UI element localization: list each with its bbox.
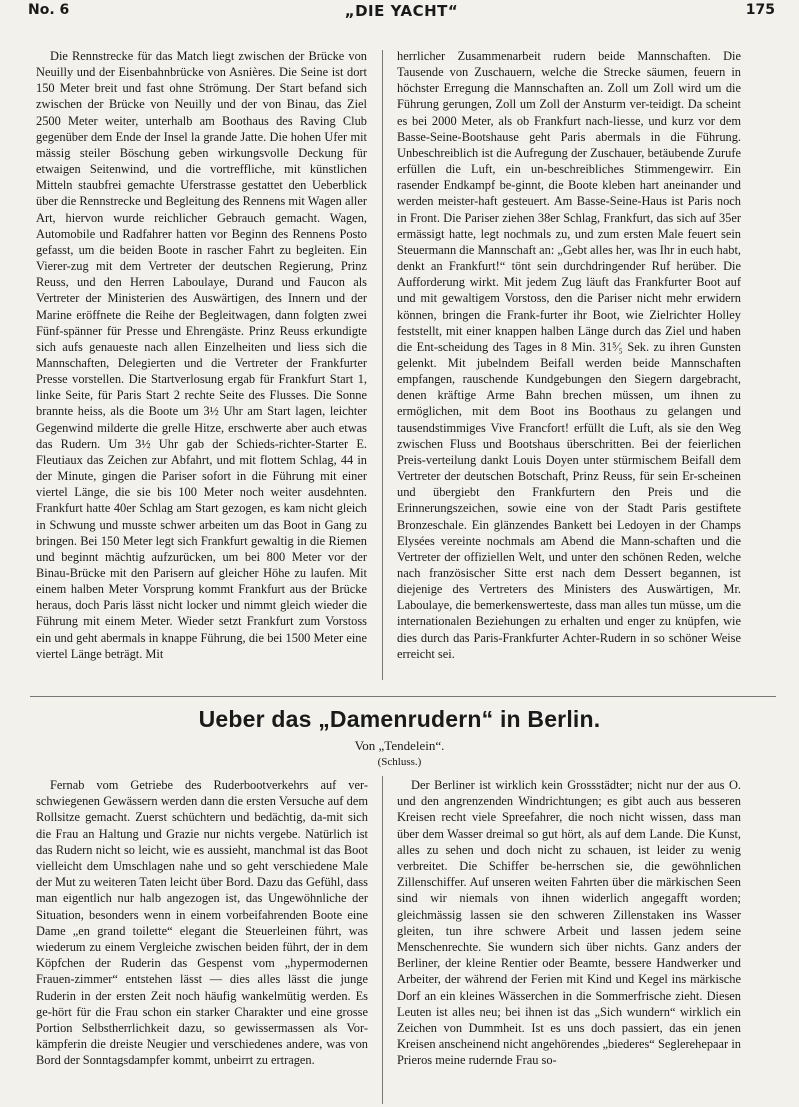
article1-paragraph: herrlicher Zusammenarbeit rudern beide Mannschaften. Die Tausende von Zuschauern, welche die Strecke säumen, feuern in höchster Erregung die Mannschaften an. Zoll um Zoll wird um die Führung gerungen, Zoll um Zoll der Ansturm ver-teidigt. Da scheint es bei 2000 Meter, als ob Frankfurt nach-liesse, und kurz vor dem Basse-Seine-Bootshause geht Paris abermals in die Führung. Unbeschreiblich ist die Aufregung der Zuschauer, betäubende Zurufe erfüllen die Luft, ein un-beschreibliches Stimmengewirr. Ein rasender Endkampf be-ginnt, die Boote kleben hart aneinander und werden meister-haft gesteuert. Am Basse-Seine-Haus ist Paris noch in Front. Die Pariser ziehen 38er Schlag, Frankfurt, das sich auf 35er ermässigt hatte, legt nochmals zu, und zum ersten Male feuert sein Steuermann die Mannschaft an: „Gebt alles her, was Ihr in euch habt, denkt an Frankfurt!“ tönt sein durchdringender Ruf herüber. Die Aufforderung wirkt. Mit jedem Zug läuft das Frankfurter Boot auf und mit gewaltigem Vorstoss, den die Pariser nicht mehr erwidern können, bringen die Frank-furter ihr Boot, wie Zielrichter Holley feststellt, mit einer knappen halben Länge durch das Ziel und haben die Ent-scheidung des Tages in 8 Min. 31⁵⁄₅ Sek. zu ihren Gunsten gelenkt. Mit jubelndem Beifall werden beide Mannschaften empfangen, rauschende Kundgebungen den Siegern dargebracht, denen kräftige Arme Bahn brechen müssen, um ihnen zu ermöglichen, mit dem Boot ins Boothaus zu gelangen und tausendstimmiges Vive Francfort! erfüllt die Luft, als sie den Weg zwischen Fluss und Bootshaus überschritten. Bei der feierlichen Preis-verteilung dankt Louis Doyen unter stürmischem Beifall dem Vertreter der deutschen Botschaft, Prinz Reuss, für sein Er-scheinen und übergiebt den Frankfurtern den Preis und die Erinnerungszeichen, sowie eine von der Stadt Paris gestiftete Bronzeschale. Ein glänzendes Bankett bei Ledoyen in der Champs Elysées vereinte nochmals am Abend die Mann-schaften und die Vertreter der offiziellen Welt, und unter den schönen Reden, welche nach französischer Sitte erst nach dem Dessert begannen, ist diejenige des Vertreters des Ministers des Auswärtigen, Mr. Laboulaye, die bemerkenswerteste, dass man alles tun müsse, um die internationalen Beziehungen zu erhalten und enger zu knüpfen, wie dies durch das Paris-Frankfurter Achter-Rudern in so schöner Weise erreicht sei. (397, 49, 741, 661)
article1-paragraph: Die Rennstrecke für das Match liegt zwischen der Brücke von Neuilly und der Eisenbahnbrücke von Asnières. Die Seine ist dort 150 Meter breit und fast ohne Strömung. Der Start befand sich zwischen der Brücke von Neuilly und der von Binau, das Ziel 2500 Meter weiter, unterhalb am Boothaus des Raving Club gegenüber dem Ende der Insel la grande Jatte. Die hohen Ufer mit mässig steiler Böschung geben wirkungsvolle Deckung für etwaigen Seitenwind, und die vortreffliche, mit künstlichen Mitteln staubfrei gemachte Uferstrasse gestattet den Ueberblick über die Rennstrecke und Begleitung des Rennens mit Wagen aller Art, hiervon wurde reichlicher Gebrauch gemacht. Wagen, Automobile und Radfahrer hatten vor Beginn des Rennens Posto gefasst, um die beiden Boote in rascher Fahrt zu begleiten. Ein Vierer-zug mit dem Vertreter der deutschen Regierung, Prinz Reuss, und den Herren Laboulaye, Durand und Faucon als Vertreter der Ministerien des Auswärtigen, des Innern und der Marine eröffnete die Reihe der Begleitwagen, dann folgten zwei Fünf-spänner für Presse und Ehrengäste. Prinz Reuss erkundigte sich aufs genaueste nach allen Einzelheiten und liess sich die Mannschaften, Delegierten und die Vertreter der Frankfurter Presse vorstellen. Die Startverlosung ergab für Frankfurt Start 1, linke Seite, für Paris Start 2 rechte Seite des Flusses. Die Sonne brannte heiss, als die Boote um 3½ Uhr am Start lagen, leichter Gegenwind milderte die grelle Hitze, erschwerte aber auch etwas das Rudern. Um 3½ Uhr gab der Schieds-richter-Starter E. Fleutiaux das Zeichen zur Abfahrt, und mit flottem Schlag, 44 in der Minute, gingen die Pariser sofort in die Führung mit einer viertel Länge, die sie bis 100 Meter noch weiter ausdehnten. Frankfurt hatte 40er Schlag am Start gezogen, es kam nicht gleich in Schwung und musste schwer arbeiten um das Boot in Gang zu bringen. Bei 150 Meter legt sich Frankfurt gewaltig in die Riemen und beginnt mächtig aufzurücken, um bei 800 Meter vor der Binau-Brücke mit den Parisern auf gleicher Höhe zu laufen. Mit einem halben Meter Vorsprung kommt Frankfurt aus der Brücke heraus, doch Paris lässt nicht locker und nimmt gleich wieder die Führung mit einem Meter. Wieder setzt Frankfurt zum Vorstoss ein und geht abermals in knappe Führung, die bei 1500 Meter eine viertel Länge beträgt. Mit (36, 49, 367, 661)
article2-column-right (397, 777, 741, 1069)
article2-continuation-note: (Schluss.) (377, 756, 422, 768)
page-number: 175 (745, 2, 775, 18)
article2-column-left (36, 777, 368, 1069)
article2-title: Ueber das „Damenrudern“ in Berlin. (198, 706, 601, 732)
article2-byline: Von „Tendelein“. (354, 738, 445, 753)
article2-paragraph: Fernab vom Getriebe des Ruderbootverkehrs auf ver-schwiegenen Gewässern werden dann die ersten Versuche auf dem Rollsitze gemacht. Zuerst schüchtern und bedächtig, da-mit sich die Frau an Haltung und Grazie nur nichts vergebe. Natürlich ist das Rudern nicht so leicht, wie es aussieht, manchmal ist das Boot vielleicht dem Umschlagen nahe und so geht verschiedene Male der Mut zu weiteren Taten leicht über Bord. Dazu das Gefühl, dass man eigentlich nur halb angezogen ist, das Ungewöhnliche der Situation, besonders wenn in einem vorbeifahrenden Boote eine Dame „en grand toilette“ elegant die Steuerleinen führt, was wiederum zu einem Vergleiche zwischen beiden führt, der in dem Köpfchen der Ruderin das Gespenst vom „hypermodernen Frauen-zimmer“ entstehen lässt — dies alles lässt die junge Ruderin in der ersten Zeit noch häufig wankelmütig werden. Es ge-hört für die Frau schon ein starker Charakter und eine grosse Portion Selbstherrlichkeit dazu, so gewissermassen als Vor-kämpferin die dreiste Neugier und verschiedenes andere, was von Bord der Sonntagsdampfer kommt, unbeirrt zu ertragen. (36, 778, 368, 1068)
article1-column-right (397, 48, 741, 662)
article2-paragraph: Der Berliner ist wirklich kein Grossstädter; nicht nur der aus O. und den angrenzenden Windrichtungen; es gibt auch aus besseren Kreisen recht viele Spreefahrer, die noch nicht wissen, dass man über dem Wasser dreimal so gut hört, als auf dem Lande. Die Kunst, alles zu sehen und doch nicht zu schauen, ist leider zu wenig verbreitet. Die Schiffer be-herrschen sie, die gewöhnlichen Zillenschiffer. Auf unseren weiten Fahrten über die märkischen Seen sind wir niemals von ihnen widerlich angegafft worden; gleichmässig lassen sie den schweren Zillenstaken ins Wasser gleiten, tun ihre schwere Arbeit und lassen jedem seine Menschenrechte. Sie wundern sich über nichts. Ganz anders der Berliner, der kleine Rentier oder Beamte, bessere Handwerker und Arbeiter, der während der Ferien mit Kind und Kegel ins märkische Dorf an ein kleines Wässerchen in die Sommerfrische zieht. Diesen Leuten ist alles neu; bei ihnen ist das „Sich wundern“ wirklich ein Zeichen von Dummheit. Ist es uns doch passiert, das ein jenen Kreisen anscheinend nicht angehörendes „biederes“ Seglerehepaar in Prieros meine rudernde Frau so- (397, 778, 741, 1068)
issue-number: No. 6 (28, 2, 70, 18)
page-header (28, 0, 775, 24)
column-divider (382, 50, 383, 680)
article-separator (30, 696, 776, 697)
article1-column-left (36, 48, 367, 662)
magazine-title: „DIE YACHT“ (344, 2, 459, 20)
column-divider (382, 776, 383, 1104)
